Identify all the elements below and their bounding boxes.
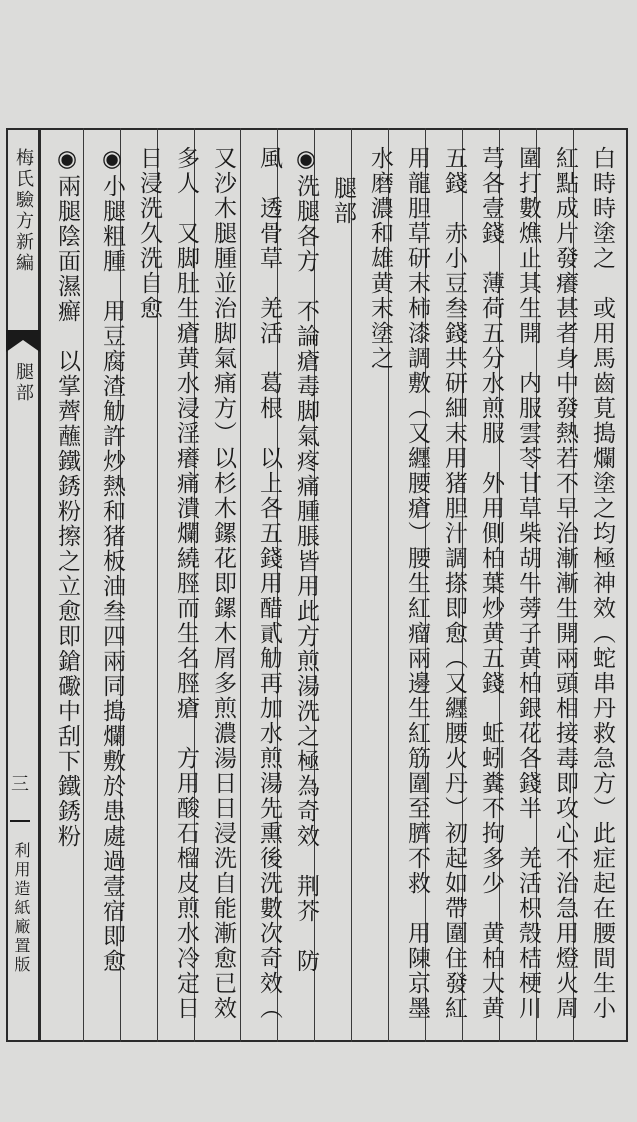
column-divider [240,128,241,1042]
book-title: 梅氏驗方新編 [13,148,34,274]
text-column-13: 日浸洗久洗自愈 [136,146,162,321]
text-column-9: ◉洗腿各方 不論瘡毒脚氣疼痛腫脹皆用此方煎湯洗之極為奇效 荆芥 防 [293,146,319,974]
text-column-15: ◉兩腿陰面濕癬 以掌薺蘸鐵銹粉擦之立愈即鎗礮中刮下鐵銹粉 [54,146,80,849]
text-column-7: 水磨濃和雄黄末塗之 [367,146,393,371]
text-column-14: ◉小腿粗腫 用豆腐渣觔許炒熱和猪板油叁四兩同搗爛敷於患處過壹宿即愈 [99,146,125,974]
section-heading: 腿部 [330,176,356,226]
margin-mark [10,820,30,822]
text-column-6: 用龍胆草研末柿漆調敷（又纒腰瘡）腰生紅瘤兩邊生紅筋圍至臍不救 用陳京墨 [404,146,430,1021]
text-column-1: 白時時塗之 或用馬齒莧搗爛塗之均極神效（蛇串丹救急方）此症起在腰間生小 [589,146,615,1021]
text-column-4: 芎各壹錢 薄荷五分水煎服 外用側柏葉炒黄五錢 蚯蚓糞不拘多少 黄柏大黄 [478,146,504,1021]
printer-imprint: 利用造紙廠置版 [12,842,31,975]
page-number: 三 [11,774,29,795]
margin-divider [38,128,41,1042]
text-column-3: 圍打數燋止其生開 内服雲苓甘草柴胡牛蒡子黄柏銀花各錢半 羌活枳殼桔梗川 [515,146,541,1021]
section-label: 腿部 [13,362,34,404]
text-column-10: 風 透骨草 羌活 葛根 以上各五錢用醋貳觔再加水煎湯先熏後洗數次奇效（ [256,146,282,1021]
column-divider [351,128,352,1042]
text-column-11: 又沙木腿腫並治脚氣痛方）以杉木鏍花即鏍木屑多煎濃湯日日浸洗自能漸愈已效 [210,146,236,1021]
text-column-2: 紅點成片發癢甚者身中發熱若不早治漸漸生開兩頭相接毒即攻心不治急用燈火周 [552,146,578,1021]
column-divider [83,128,84,1042]
text-column-12: 多人 又脚肚生瘡黄水浸淫癢痛潰爛繞脛而生名脛瘡 方用酸石榴皮煎水冷定日 [173,146,199,1021]
text-column-5: 五錢 赤小豆叁錢共研細末用猪胆汁調搽即愈（又纒腰火丹）初起如帶圍住發紅 [441,146,467,1021]
fishtail-ornament-icon [6,330,40,352]
